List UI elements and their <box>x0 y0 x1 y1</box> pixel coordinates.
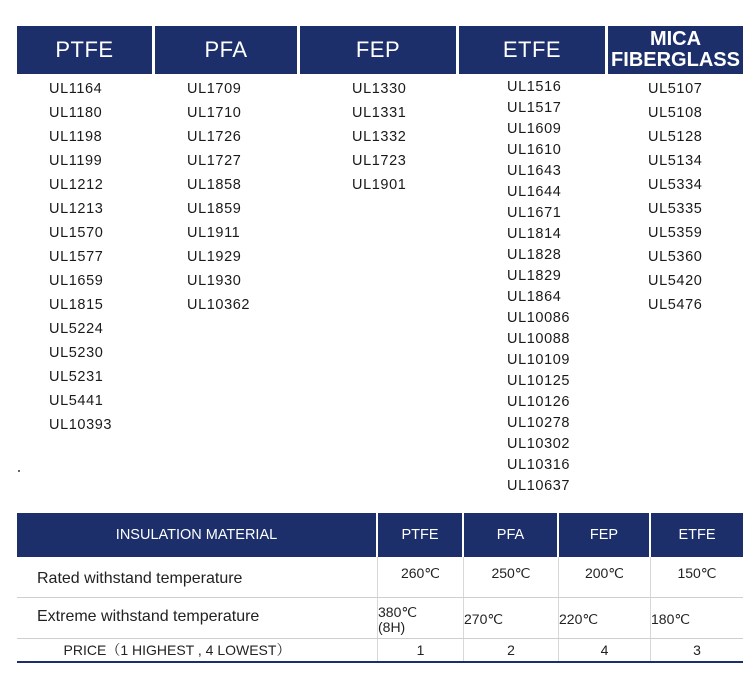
list-item: UL1199 <box>49 153 103 169</box>
list-item: UL1643 <box>507 163 562 179</box>
pfa-list <box>187 77 250 317</box>
list-item: UL1710 <box>187 105 242 121</box>
list-item: UL1709 <box>187 81 242 97</box>
list-item: UL5224 <box>49 321 104 337</box>
comparison-header-row <box>17 513 743 557</box>
header-etfe: ETFE <box>678 527 716 543</box>
cell-ptfe: 1 <box>378 639 464 661</box>
list-item: UL1180 <box>49 105 103 121</box>
stray-dot <box>18 470 20 472</box>
header-mica-line1: MICA <box>649 28 702 50</box>
header-fep: FEP <box>300 26 459 74</box>
list-item: UL5441 <box>49 393 104 409</box>
list-item: UL1213 <box>49 201 104 217</box>
row-label: Rated withstand temperature <box>17 557 378 597</box>
cell-ptfe: 260℃ <box>378 557 464 597</box>
list-item: UL5107 <box>648 81 703 97</box>
list-item: UL10393 <box>49 417 113 433</box>
list-item: UL10125 <box>507 373 571 389</box>
table-row <box>17 598 743 639</box>
row-label: PRICE（1 HIGHEST , 4 LOWEST） <box>17 639 378 661</box>
cell-etfe: 150℃ <box>677 565 717 581</box>
list-item: UL10086 <box>507 310 571 326</box>
cell-pfa: 2 <box>464 639 559 661</box>
list-item: UL10316 <box>507 457 571 473</box>
list-item: UL1212 <box>49 177 104 193</box>
list-item: UL5134 <box>648 153 703 169</box>
list-item: UL5420 <box>648 273 703 289</box>
list-item: UL1164 <box>49 81 103 97</box>
insulation-comparison-table <box>17 513 743 663</box>
fep-list <box>352 77 406 197</box>
mica-fiberglass-list <box>648 77 702 317</box>
list-item: UL1911 <box>187 225 241 241</box>
list-item: UL10302 <box>507 436 571 452</box>
list-item: UL5230 <box>49 345 104 361</box>
list-item: UL1517 <box>507 100 562 116</box>
list-item: UL1815 <box>49 297 104 313</box>
cell-etfe: 180℃ <box>651 611 691 627</box>
table-row <box>17 639 743 663</box>
material-header-row <box>17 26 743 74</box>
list-item: UL1828 <box>507 247 562 263</box>
cell-pfa: 250℃ <box>464 557 559 597</box>
list-item: UL10278 <box>507 415 571 431</box>
list-item: UL10362 <box>187 297 251 313</box>
list-item: UL10126 <box>507 394 571 410</box>
list-item: UL5231 <box>49 369 104 385</box>
header-insulation-material: INSULATION MATERIAL <box>17 513 378 557</box>
list-item: UL5476 <box>648 297 703 313</box>
list-item: UL1814 <box>507 226 562 242</box>
list-item: UL5359 <box>648 225 703 241</box>
cell-etfe: 3 <box>693 642 701 658</box>
list-item: UL1609 <box>507 121 562 137</box>
header-etfe: ETFE <box>459 26 608 74</box>
cell-ptfe-note: (8H) <box>378 618 406 635</box>
etfe-list <box>507 77 570 497</box>
list-item: UL5335 <box>648 201 703 217</box>
list-item: UL1901 <box>352 177 407 193</box>
list-item: UL1671 <box>507 205 562 221</box>
list-item: UL10109 <box>507 352 571 368</box>
list-item: UL1723 <box>352 153 407 169</box>
list-item: UL1516 <box>507 79 562 95</box>
cell-pfa: 270℃ <box>464 598 559 638</box>
list-item: UL1577 <box>49 249 104 265</box>
list-item: UL5128 <box>648 129 703 145</box>
header-pfa: PFA <box>155 26 300 74</box>
list-item: UL1570 <box>49 225 104 241</box>
list-item: UL1332 <box>352 129 407 145</box>
list-item: UL1929 <box>187 249 242 265</box>
ptfe-list <box>49 77 112 437</box>
header-ptfe: PTFE <box>17 26 155 74</box>
cell-fep: 220℃ <box>559 598 651 638</box>
list-item: UL1727 <box>187 153 242 169</box>
list-item: UL10088 <box>507 331 571 347</box>
table-row <box>17 557 743 598</box>
cell-fep: 4 <box>559 639 651 661</box>
list-item: UL1330 <box>352 81 407 97</box>
row-label: Extreme withstand temperature <box>17 598 378 638</box>
cell-ptfe <box>378 598 464 638</box>
cell-ptfe-value: 380℃ <box>378 603 418 620</box>
header-ptfe: PTFE <box>378 513 464 557</box>
list-item: UL1331 <box>352 105 407 121</box>
list-item: UL1859 <box>187 201 242 217</box>
header-mica-fiberglass <box>608 26 743 74</box>
header-pfa: PFA <box>464 513 559 557</box>
list-item: UL1930 <box>187 273 242 289</box>
header-fep: FEP <box>559 513 651 557</box>
header-mica-line2: FIBERGLASS <box>611 49 740 71</box>
list-item: UL1198 <box>49 129 103 145</box>
list-item: UL1644 <box>507 184 562 200</box>
list-item: UL1659 <box>49 273 104 289</box>
list-item: UL5108 <box>648 105 703 121</box>
list-item: UL10637 <box>507 478 571 494</box>
list-item: UL5360 <box>648 249 703 265</box>
list-item: UL5334 <box>648 177 703 193</box>
cell-fep: 200℃ <box>559 557 651 597</box>
list-item: UL1864 <box>507 289 562 305</box>
list-item: UL1829 <box>507 268 562 284</box>
list-item: UL1610 <box>507 142 562 158</box>
list-item: UL1858 <box>187 177 242 193</box>
list-item: UL1726 <box>187 129 242 145</box>
